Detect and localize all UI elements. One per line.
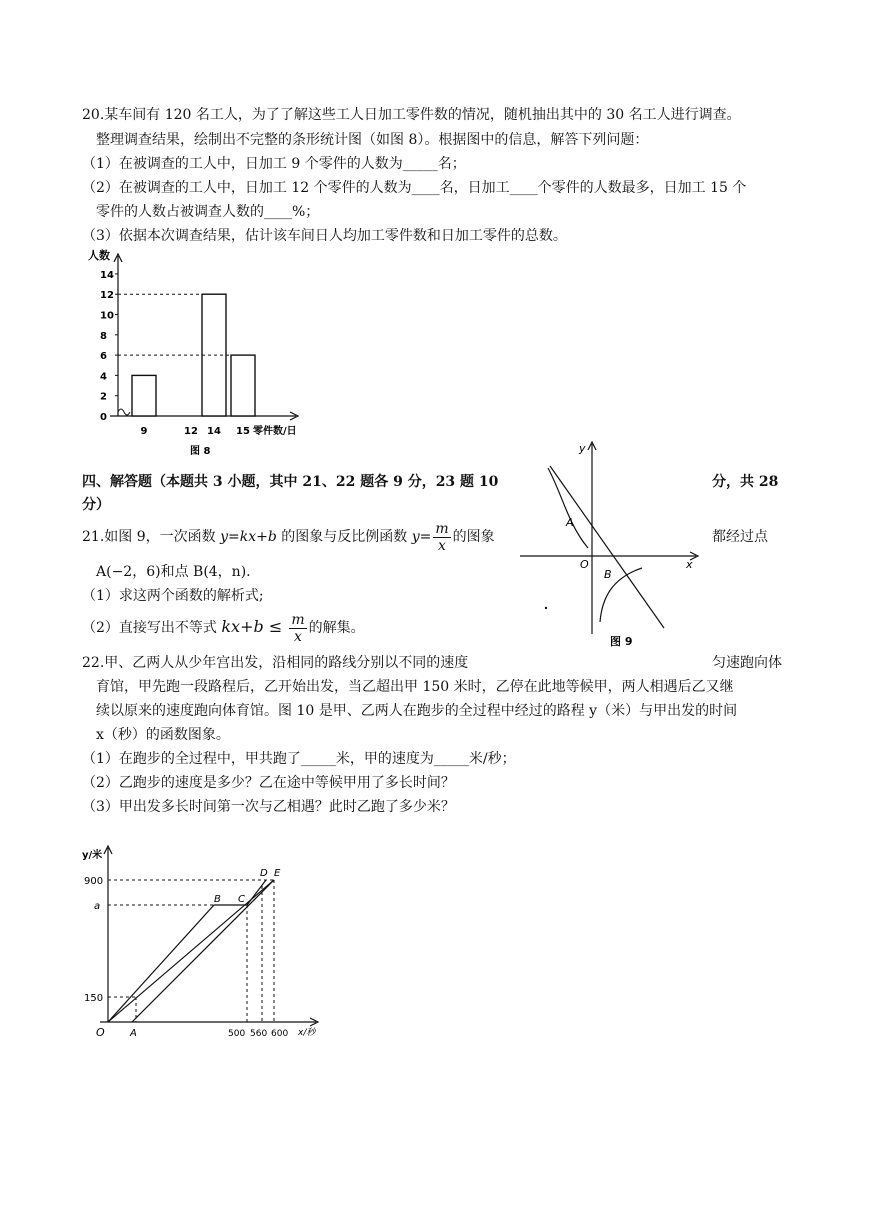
- y-axis-label: y/米: [82, 850, 103, 861]
- q21-line-1-tail: 都经过点: [712, 529, 768, 545]
- x-tick-label: 14: [207, 426, 221, 437]
- y-tick-label: 12: [100, 290, 114, 302]
- figure-8-bar-chart: [86, 246, 316, 458]
- q21-text-a: 21.如图 9，一次函数: [82, 529, 221, 545]
- x-point-a: A: [130, 1028, 137, 1039]
- q21-text-c: 的图象与反比例函数: [276, 529, 412, 545]
- y-tick-label: 14: [100, 269, 114, 281]
- q22-line-1-tail: 匀速跑向体: [712, 655, 782, 671]
- point-a-label: A: [566, 516, 574, 529]
- q22-part-3: （3）甲出发多长时间第一次与乙相遇？此时乙跑了多少米？: [82, 799, 455, 815]
- q21-part-2: [82, 610, 365, 645]
- x-tick-560: 560: [250, 1029, 268, 1039]
- y-tick-a: a: [94, 901, 101, 912]
- y-tick-150: 150: [84, 993, 104, 1004]
- x-tick-600: 600: [271, 1029, 289, 1039]
- frac-numerator: m: [435, 520, 449, 537]
- y-tick-label: 2: [100, 391, 107, 403]
- x-tick-500: 500: [228, 1029, 246, 1039]
- origin-label: O: [580, 558, 589, 571]
- q21-fraction-2: [289, 612, 306, 645]
- stray-dot: [545, 607, 547, 609]
- q21-inequality: kx+b ≤: [221, 617, 288, 636]
- bar-9: [132, 375, 156, 416]
- y-axis-label: y: [579, 442, 586, 455]
- q21-part-2-text: （2）直接写出不等式: [82, 620, 222, 636]
- q22-line-3: 续以原来的速度跑向体育馆。图 10 是甲、乙两人在跑步的全过程中经过的路程 y（米）与甲出发的时间: [96, 703, 738, 719]
- y-tick-label: 0: [100, 412, 107, 423]
- y-axis-label: 人数: [88, 249, 110, 262]
- frac-denominator: x: [294, 628, 302, 645]
- figure-10-graph: [76, 842, 336, 1044]
- x-tick-label: 9: [140, 426, 148, 437]
- x-axis-label: 零件数/日: [253, 426, 297, 437]
- q22-part-1: （1）在跑步的全过程中，甲共跑了_____米，甲的速度为_____米/秒；: [82, 751, 516, 767]
- q22-line-1: 22.甲、乙两人从少年宫出发，沿相同的路线分别以不同的速度: [82, 655, 469, 671]
- q20-line-2: 整理调查结果，绘制出不完整的条形统计图（如图 8）。根据图中的信息，解答下列问题：: [96, 132, 649, 148]
- q22-line-2: 育馆，甲先跑一段路程后，乙开始出发，当乙超出甲 150 米时，乙停在此地等候甲，两人相遇后乙又继: [96, 679, 734, 695]
- q22-line-4: x（秒）的函数图象。: [96, 727, 230, 743]
- line-jia: [132, 880, 274, 1022]
- axis-break-mark: [118, 409, 130, 415]
- q21-part-2-tail: 的解集。: [308, 620, 365, 636]
- figure-caption: 图 9: [610, 635, 633, 648]
- q20-part-2-cont: 零件的人数占被调查人数的____%；: [96, 204, 320, 220]
- point-c-label: C: [238, 894, 245, 905]
- q21-inverse-func-lhs: y=: [411, 529, 432, 545]
- q21-part-1: （1）求这两个函数的解析式;: [82, 588, 264, 604]
- y-tick-label: 8: [100, 330, 107, 342]
- q21-linear-func: y=kx+b: [220, 529, 277, 545]
- figure-caption: 图 8: [190, 446, 211, 457]
- frac-denominator: x: [438, 537, 446, 554]
- linear-function-line: [550, 466, 664, 628]
- y-tick-label: 4: [100, 371, 107, 383]
- frac-numerator: m: [291, 611, 305, 628]
- section-4-heading-tail: 分，共 28: [712, 474, 779, 490]
- origin-label: O: [96, 1026, 105, 1039]
- q20-part-3: （3）依据本次调查结果，估计该车间日人均加工零件数和日加工零件的总数。: [82, 228, 567, 244]
- hyperbola-branch-2nd-quadrant: [548, 468, 588, 548]
- y-tick-900: 900: [84, 876, 104, 887]
- q20-part-2: （2）在被调查的工人中，日加工 12 个零件的人数为____名，日加工____个零件的人数最多，日加工 15 个: [82, 180, 747, 196]
- section-4-heading-cont: 分）: [82, 497, 110, 513]
- q20-part-1: （1）在被调查的工人中，日加工 9 个零件的人数为_____名；: [82, 156, 466, 172]
- point-e-label: E: [274, 868, 281, 879]
- point-b-label: B: [604, 568, 612, 581]
- q21-line-1: [82, 520, 495, 554]
- x-axis-label: x/秒: [298, 1028, 316, 1038]
- figure-9-graph: [516, 438, 706, 650]
- x-axis-label: x: [686, 558, 693, 571]
- bar-15: [231, 355, 255, 416]
- q20-line-1: 20.某车间有 120 名工人，为了了解这些工人日加工零件数的情况，随机抽出其中的 30 名工人进行调查。: [82, 107, 741, 123]
- x-tick-label: 12: [184, 426, 198, 437]
- point-d-label: D: [260, 868, 268, 879]
- y-tick-label: 10: [100, 310, 114, 322]
- y-tick-label: 6: [100, 351, 107, 363]
- point-b-label: B: [214, 894, 221, 905]
- q21-line-2: A(−2，6)和点 B(4，n).: [96, 564, 251, 580]
- section-4-heading: 四、解答题（本题共 3 小题，其中 21、22 题各 9 分，23 题 10: [82, 474, 499, 490]
- line-jia-segment: [108, 880, 274, 1022]
- q22-part-2: （2）乙跑步的速度是多少？乙在途中等候甲用了多长时间？: [82, 775, 455, 791]
- q21-text-e: 的图象: [452, 529, 495, 545]
- x-tick-label: 15: [236, 426, 250, 437]
- q21-fraction: [433, 521, 450, 554]
